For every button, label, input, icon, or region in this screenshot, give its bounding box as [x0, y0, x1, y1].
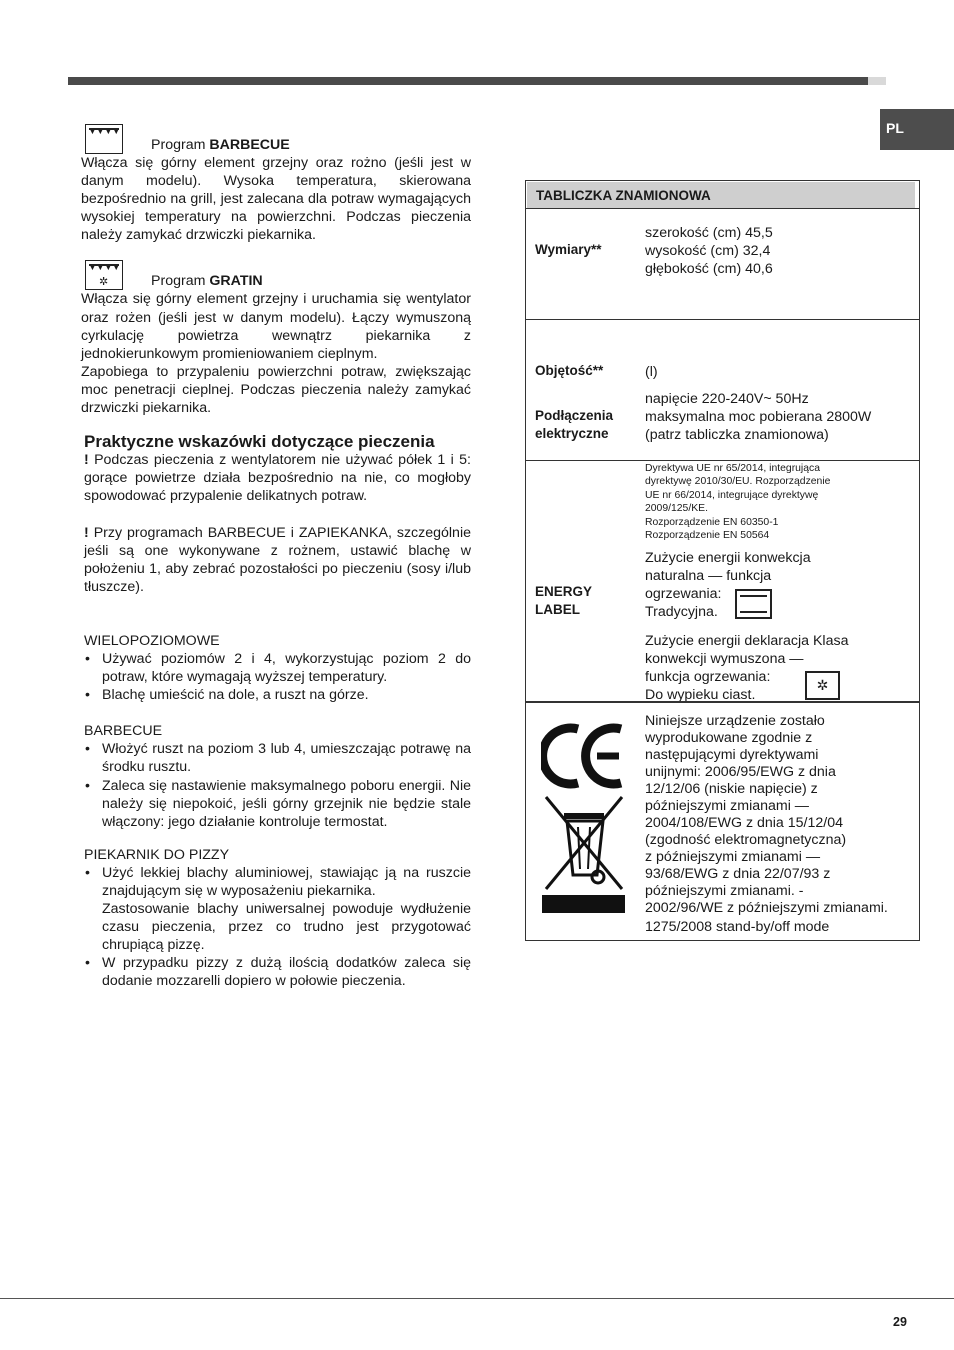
gratin-text-1: Włącza się górny element grzejny i uruchamia się wentylator oraz rożen (jeśli jest w danym modelu). Łączy wymuszoną cyrkulację powietrza wewnątrz piekarnika z jednokierunkowym promieniowaniem cieplnym.	[81, 291, 471, 362]
dimensions-values: szerokość (cm) 45,5 wysokość (cm) 32,4 głębokość (cm) 40,6	[645, 225, 773, 277]
list-item: • Zaleca się nastawienie maksymalnego poboru energii. Nie należy się niepokoić, jeśli górny grzejnik nie będzie stale włączony: jego działanie kontroluje termostat.	[84, 777, 471, 831]
barbecue-heading	[81, 118, 471, 154]
barbecue-title: Program BARBECUE	[151, 136, 290, 153]
barbecue-text: Włącza się górny element grzejny oraz rożno (jeśli jest w danym modelu). Wysoka temperatura, skierowana bezpośrednio na grill, jest zalecana dla potraw wymagających wysokiej temperatury na powierzchni. Podczas pieczenia należy zamykać drzwiczki piekarnika.	[81, 155, 471, 244]
pizza-heading: PIEKARNIK DO PIZZY	[84, 846, 230, 863]
energy-label: ENERGY LABEL	[535, 584, 593, 617]
barbecue-tips-heading: BARBECUE	[84, 723, 163, 740]
ce-compliance-text: Niniejsze urządzenie zostało wyprodukowane zgodnie z następującymi dyrektywami unijnymi: 2006/95/EWG z dnia 12/12/06 (niskie napięcie) z późniejszymi zmianami — 2004/108/EWG z dnia 15/12/04 (zgodność elektromagnetyczna) z późniejszymi zmianami — 93/68/EWG z dnia 22/07/93 z późniejszymi zmianami. - 2002/96/WE z późniejszymi zmianami. 1275/2008 stand-by/off mode	[645, 713, 888, 935]
energy-forced: Zużycie energii deklaracja Klasa konwekcji wymuszona — funkcja ogrzewania: Do wypieku ciast.	[645, 633, 849, 703]
grill-icon: ▼▼▼▼	[85, 124, 123, 154]
header-bar-end	[868, 77, 886, 85]
tip-2: ! Przy programach BARBECUE i ZAPIEKANKA, szczególnie jeśli są one wykonywane z rożnem, ustawić blachę w położeniu 1, aby zebrać pozostałości po pieczeniu (sosy i/lub tłuszcze).	[84, 524, 471, 595]
header-bar	[68, 77, 868, 85]
tip-1: ! Podczas pieczenia z wentylatorem nie używać półek 1 i 5: gorące powietrze działa bezpośrednio na nie, co mogłoby spowodować przypalenie delikatnych potraw.	[84, 452, 471, 505]
page-number: 29	[893, 1315, 907, 1329]
barbecue-tips-list	[84, 740, 471, 830]
tips-title: Praktyczne wskazówki dotyczące pieczenia	[84, 432, 435, 452]
electrical-label: Podłączenia elektryczne	[535, 408, 614, 441]
weee-bin-icon	[542, 795, 626, 893]
language-label: PL	[886, 120, 904, 136]
list-item: • Używać poziomów 2 i 4, wykorzystując poziom 2 do potraw, które wymagają wyższej temperatury.	[84, 650, 471, 686]
list-item: • Użyć lekkiej blachy aluminiowej, stawiając ją na ruszcie znajdującym się w wyposażeniu piekarnika. Zastosowanie blachy uniwersalnej powoduje wydłużenie czasu pieczenia, przez co trudno jest przygotować chrupiącą pizzę.	[84, 864, 471, 954]
weee-bar	[542, 895, 625, 913]
dimensions-label: Wymiary**	[535, 242, 602, 257]
volume-value: (l)	[645, 364, 658, 380]
language-tab	[880, 109, 954, 150]
ce-mark-icon	[541, 721, 625, 791]
left-column	[81, 118, 471, 991]
volume-label: Objętość**	[535, 363, 604, 378]
list-item: • W przypadku pizzy z dużą ilością dodatków zaleca się dodanie mozzarelli dopiero w połowie pieczenia.	[84, 954, 471, 990]
pizza-list	[84, 864, 471, 991]
gratin-title: Program GRATIN	[151, 273, 263, 290]
energy-directives: Dyrektywa UE nr 65/2014, integrująca dyrektywę 2010/30/EU. Rozporządzenie UE nr 66/2014, integrujące dyrektywę 2009/125/KE. Rozporządzenie EN 60350-1 Rozporządzenie EN 50564	[645, 463, 831, 542]
list-item: • Włożyć ruszt na poziom 3 lub 4, umieszczając potrawę na środku rusztu.	[84, 740, 471, 776]
multi-level-heading: WIELOPOZIOMOWE	[84, 632, 220, 649]
gratin-heading	[81, 254, 471, 290]
fan-oven-icon: ✲	[805, 671, 840, 700]
rating-plate-table	[525, 180, 920, 941]
gratin-text-2: Zapobiega to przypaleniu powierzchni potraw, zwiększając moc penetracji cieplnej. Podczas pieczenia należy zamykać drzwiczki piekarnika.	[81, 363, 471, 417]
table-title: TABLICZKA ZNAMIONOWA	[527, 182, 915, 208]
grill-fan-icon: ▼▼▼▼ ✲	[85, 260, 123, 290]
energy-conventional: Zużycie energii konwekcja naturalna — funkcja ogrzewania: Tradycyjna.	[645, 550, 811, 620]
electrical-values: napięcie 220-240V~ 50Hz maksymalna moc pobierana 2800W (patrz tabliczka znamionowa)	[645, 391, 872, 443]
footer-line	[0, 1298, 954, 1299]
list-item: • Blachę umieścić na dole, a ruszt na górze.	[84, 686, 471, 704]
multi-level-list	[84, 650, 471, 704]
static-oven-icon	[735, 589, 772, 619]
